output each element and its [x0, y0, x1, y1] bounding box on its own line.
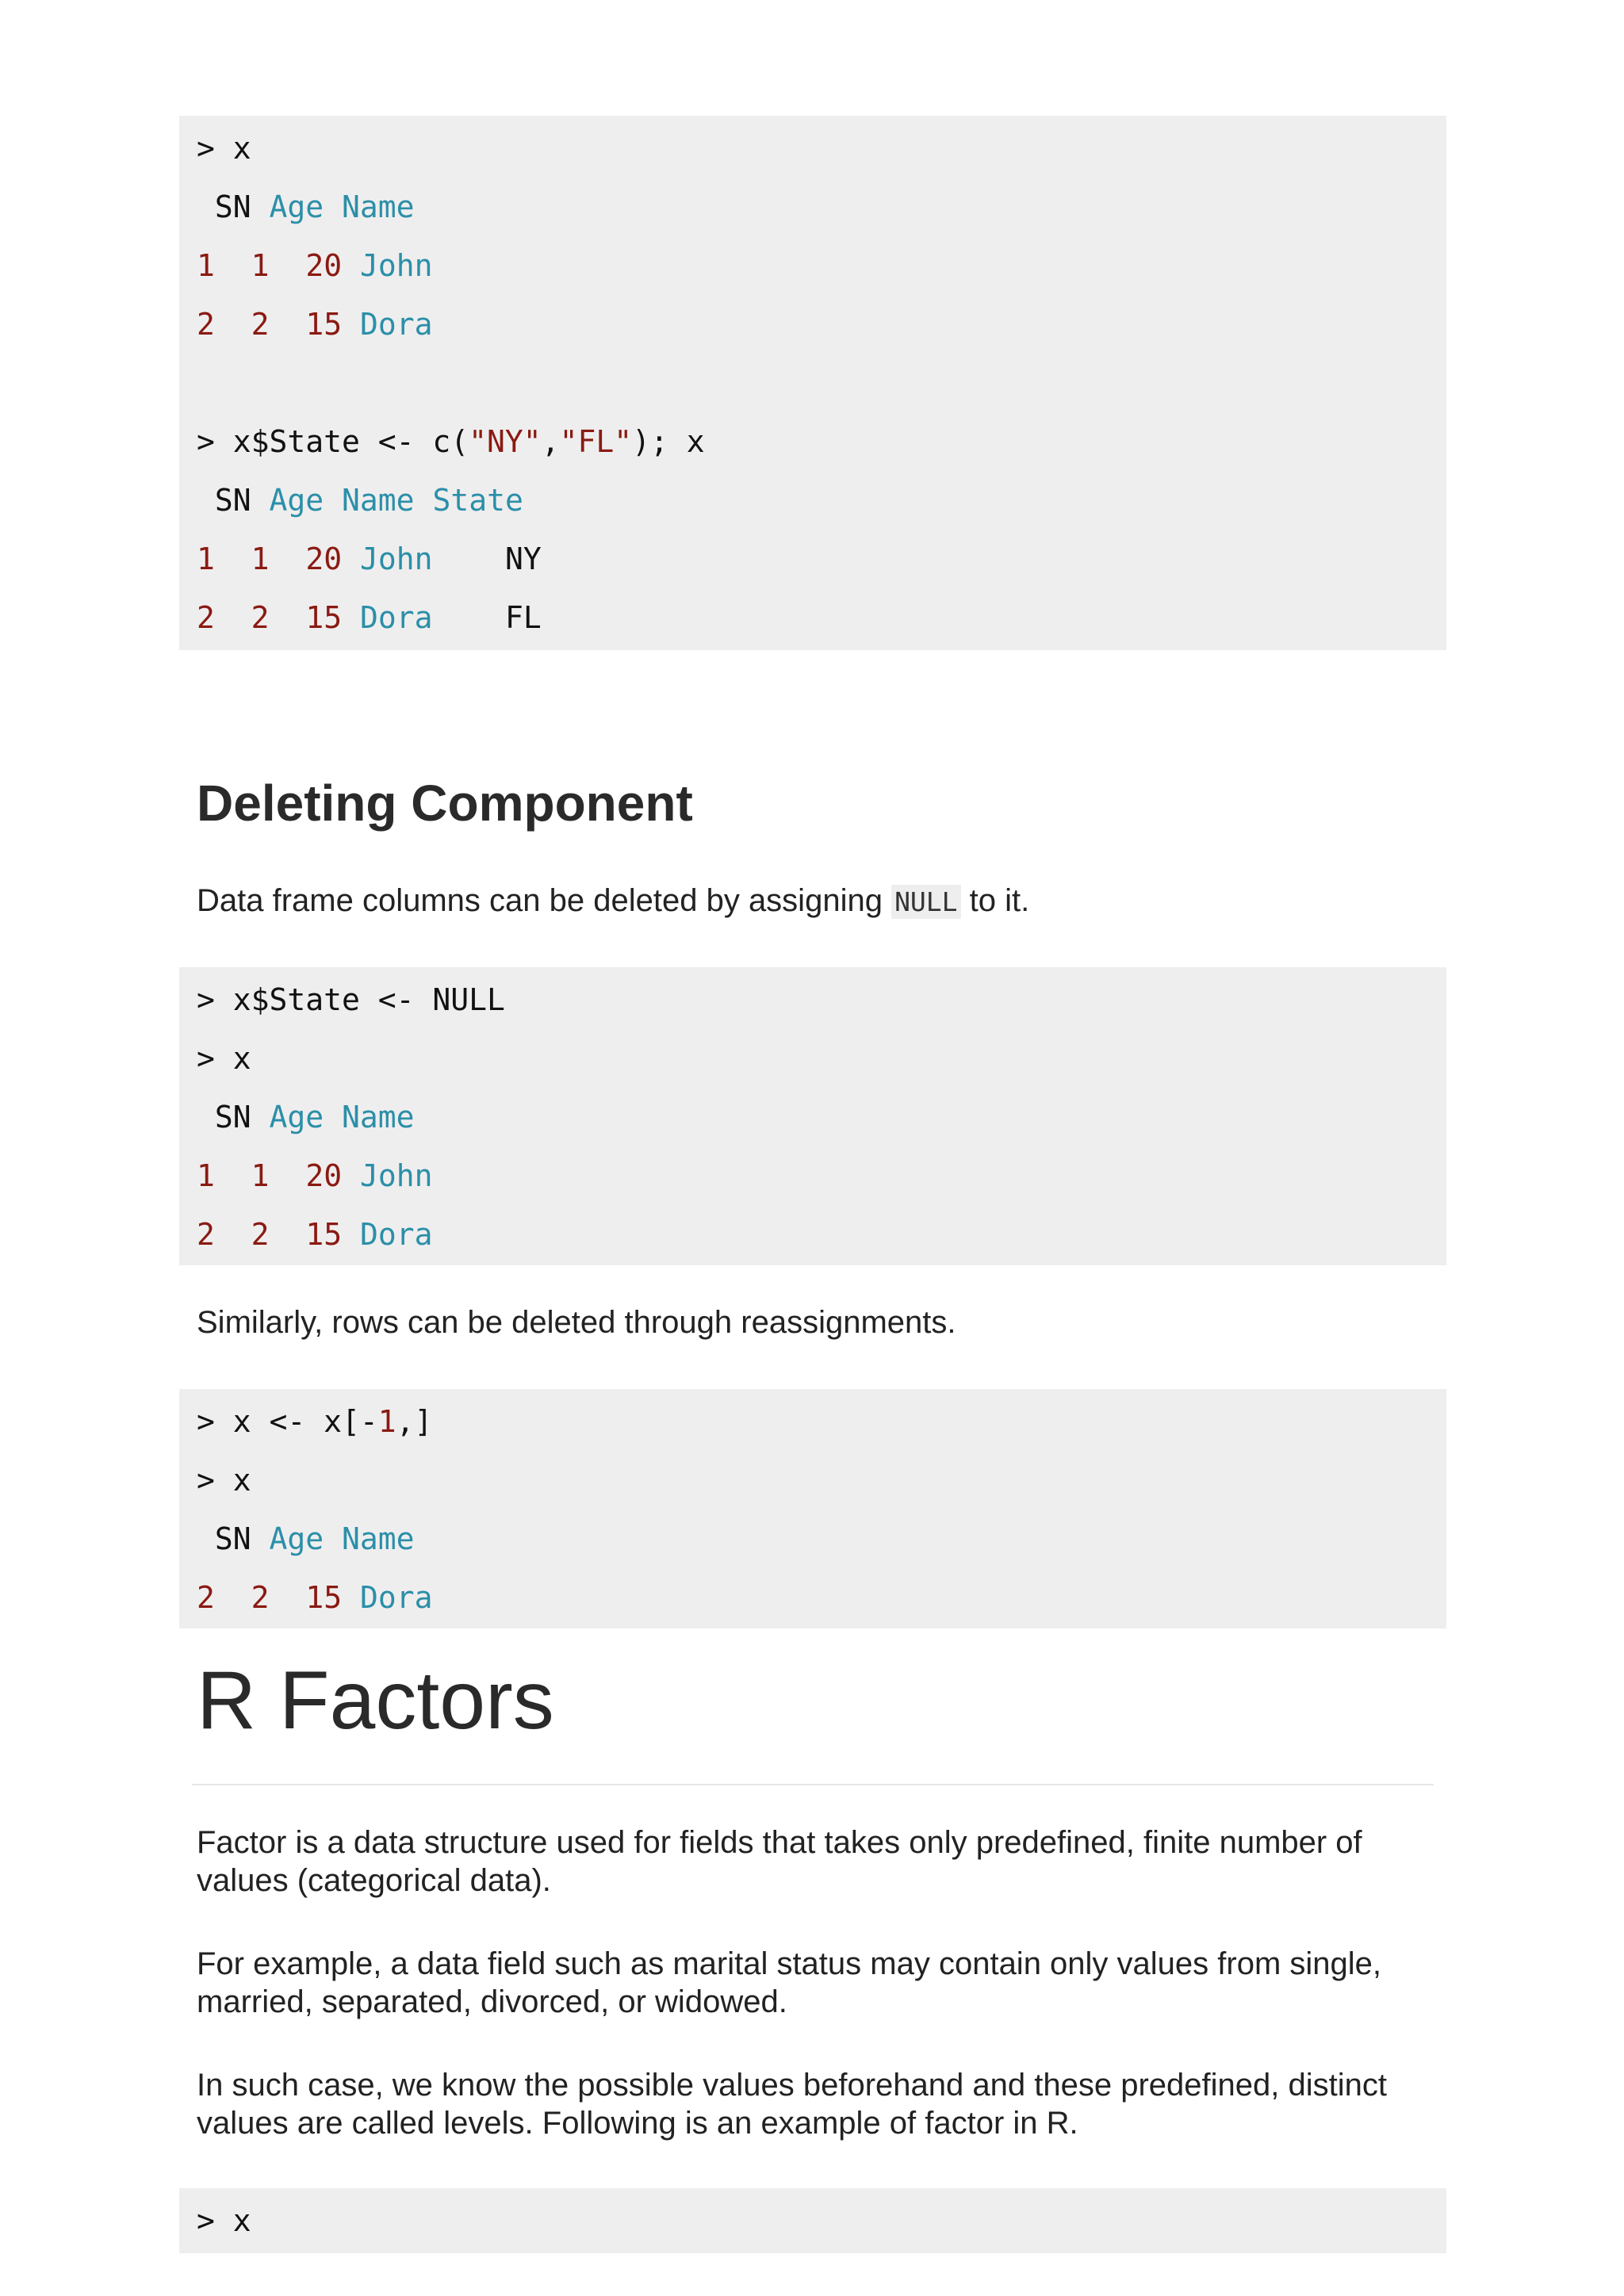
column-name: Name [342, 189, 415, 224]
cell-value: Dora [359, 600, 433, 635]
code-text: > x [197, 1463, 251, 1498]
row-index: 2 [197, 1217, 215, 1252]
cell-value: Dora [359, 307, 433, 342]
cell-value: FL [505, 600, 542, 635]
row-index: 2 [197, 600, 215, 635]
cell-value: Dora [359, 1580, 433, 1615]
code-text: > x$State <- NULL [197, 982, 505, 1017]
code-block-delete-column [179, 967, 1446, 1265]
cell-value: 2 [251, 1217, 270, 1252]
code-text: , [541, 424, 560, 459]
code-line [197, 1568, 432, 1627]
code-text: ); x [632, 424, 705, 459]
column-name: Name [342, 1100, 415, 1135]
paragraph-text: to it. [960, 883, 1030, 918]
code-line [197, 1146, 432, 1205]
code-line [197, 1510, 415, 1568]
code-line [197, 1392, 432, 1451]
inline-code: NULL [891, 885, 960, 919]
title-divider [192, 1784, 1434, 1785]
code-block-factor [179, 2188, 1446, 2253]
paragraph: Similarly, rows can be deleted through reassignments. [197, 1305, 956, 1340]
code-line [197, 588, 542, 647]
cell-value: 15 [305, 307, 343, 342]
cell-value: John [359, 541, 433, 576]
cell-value: 20 [305, 1158, 343, 1193]
code-text: SN [197, 189, 270, 224]
code-text: ,] [396, 1404, 433, 1439]
column-name: State [432, 483, 523, 518]
section-heading: Deleting Component [197, 775, 693, 832]
cell-value: 2 [251, 600, 270, 635]
string-literal: "NY" [469, 424, 542, 459]
row-index: 1 [197, 541, 215, 576]
column-name: Name [342, 1521, 415, 1556]
code-line [197, 236, 432, 295]
row-index: 1 [197, 1158, 215, 1193]
column-name: Name [342, 483, 415, 518]
column-name: Age [269, 1521, 324, 1556]
code-block-add-column [179, 116, 1446, 650]
code-text: > x [197, 2203, 251, 2238]
cell-value: John [359, 248, 433, 283]
code-line [197, 471, 523, 530]
paragraph: Factor is a data structure used for fields that takes only predefined, finite number of values (categorical data). [197, 1825, 1362, 1898]
column-name: Age [269, 483, 324, 518]
cell-value: 15 [305, 600, 343, 635]
paragraph [197, 882, 1450, 921]
code-line [197, 1088, 415, 1146]
code-line [197, 1451, 251, 1510]
cell-value: 2 [251, 307, 270, 342]
page-title: R Factors [197, 1655, 554, 1747]
code-line [197, 970, 505, 1029]
paragraph-text: Data frame columns can be deleted by assigning [197, 883, 892, 918]
code-block-delete-row [179, 1389, 1446, 1628]
cell-value: NY [505, 541, 542, 576]
cell-value: Dora [359, 1217, 433, 1252]
cell-value: 20 [305, 541, 343, 576]
code-text: SN [197, 483, 270, 518]
code-line [197, 295, 432, 354]
cell-value: 1 [251, 248, 270, 283]
row-index: 2 [197, 307, 215, 342]
code-line [197, 2191, 251, 2250]
code-text: > x <- x[- [197, 1404, 378, 1439]
string-literal: "FL" [559, 424, 633, 459]
code-line [197, 178, 415, 236]
code-line [197, 1029, 251, 1088]
code-text: SN [197, 1100, 270, 1135]
code-text: SN [197, 1521, 270, 1556]
code-text: > x$State <- c( [197, 424, 469, 459]
code-line [197, 1205, 432, 1264]
row-index: 1 [197, 248, 215, 283]
cell-value: 15 [305, 1580, 343, 1615]
row-index: 2 [197, 1580, 215, 1615]
cell-value: John [359, 1158, 433, 1193]
code-line [197, 530, 542, 588]
cell-value: 1 [251, 541, 270, 576]
cell-value: 20 [305, 248, 343, 283]
paragraph: In such case, we know the possible values beforehand and these predefined, distinct values are called levels. Following is an example of factor in R. [197, 2068, 1387, 2141]
column-name: Age [269, 1100, 324, 1135]
cell-value: 15 [305, 1217, 343, 1252]
code-text: > x [197, 1041, 251, 1076]
cell-value: 2 [251, 1580, 270, 1615]
cell-value: 1 [251, 1158, 270, 1193]
number-literal: 1 [377, 1404, 396, 1439]
paragraph: For example, a data field such as marital status may contain only values from single, married, separated, divorced, or widowed. [197, 1946, 1382, 2019]
column-name: Age [269, 189, 324, 224]
code-line [197, 412, 705, 471]
code-line [197, 119, 251, 178]
code-text: > x [197, 131, 251, 166]
